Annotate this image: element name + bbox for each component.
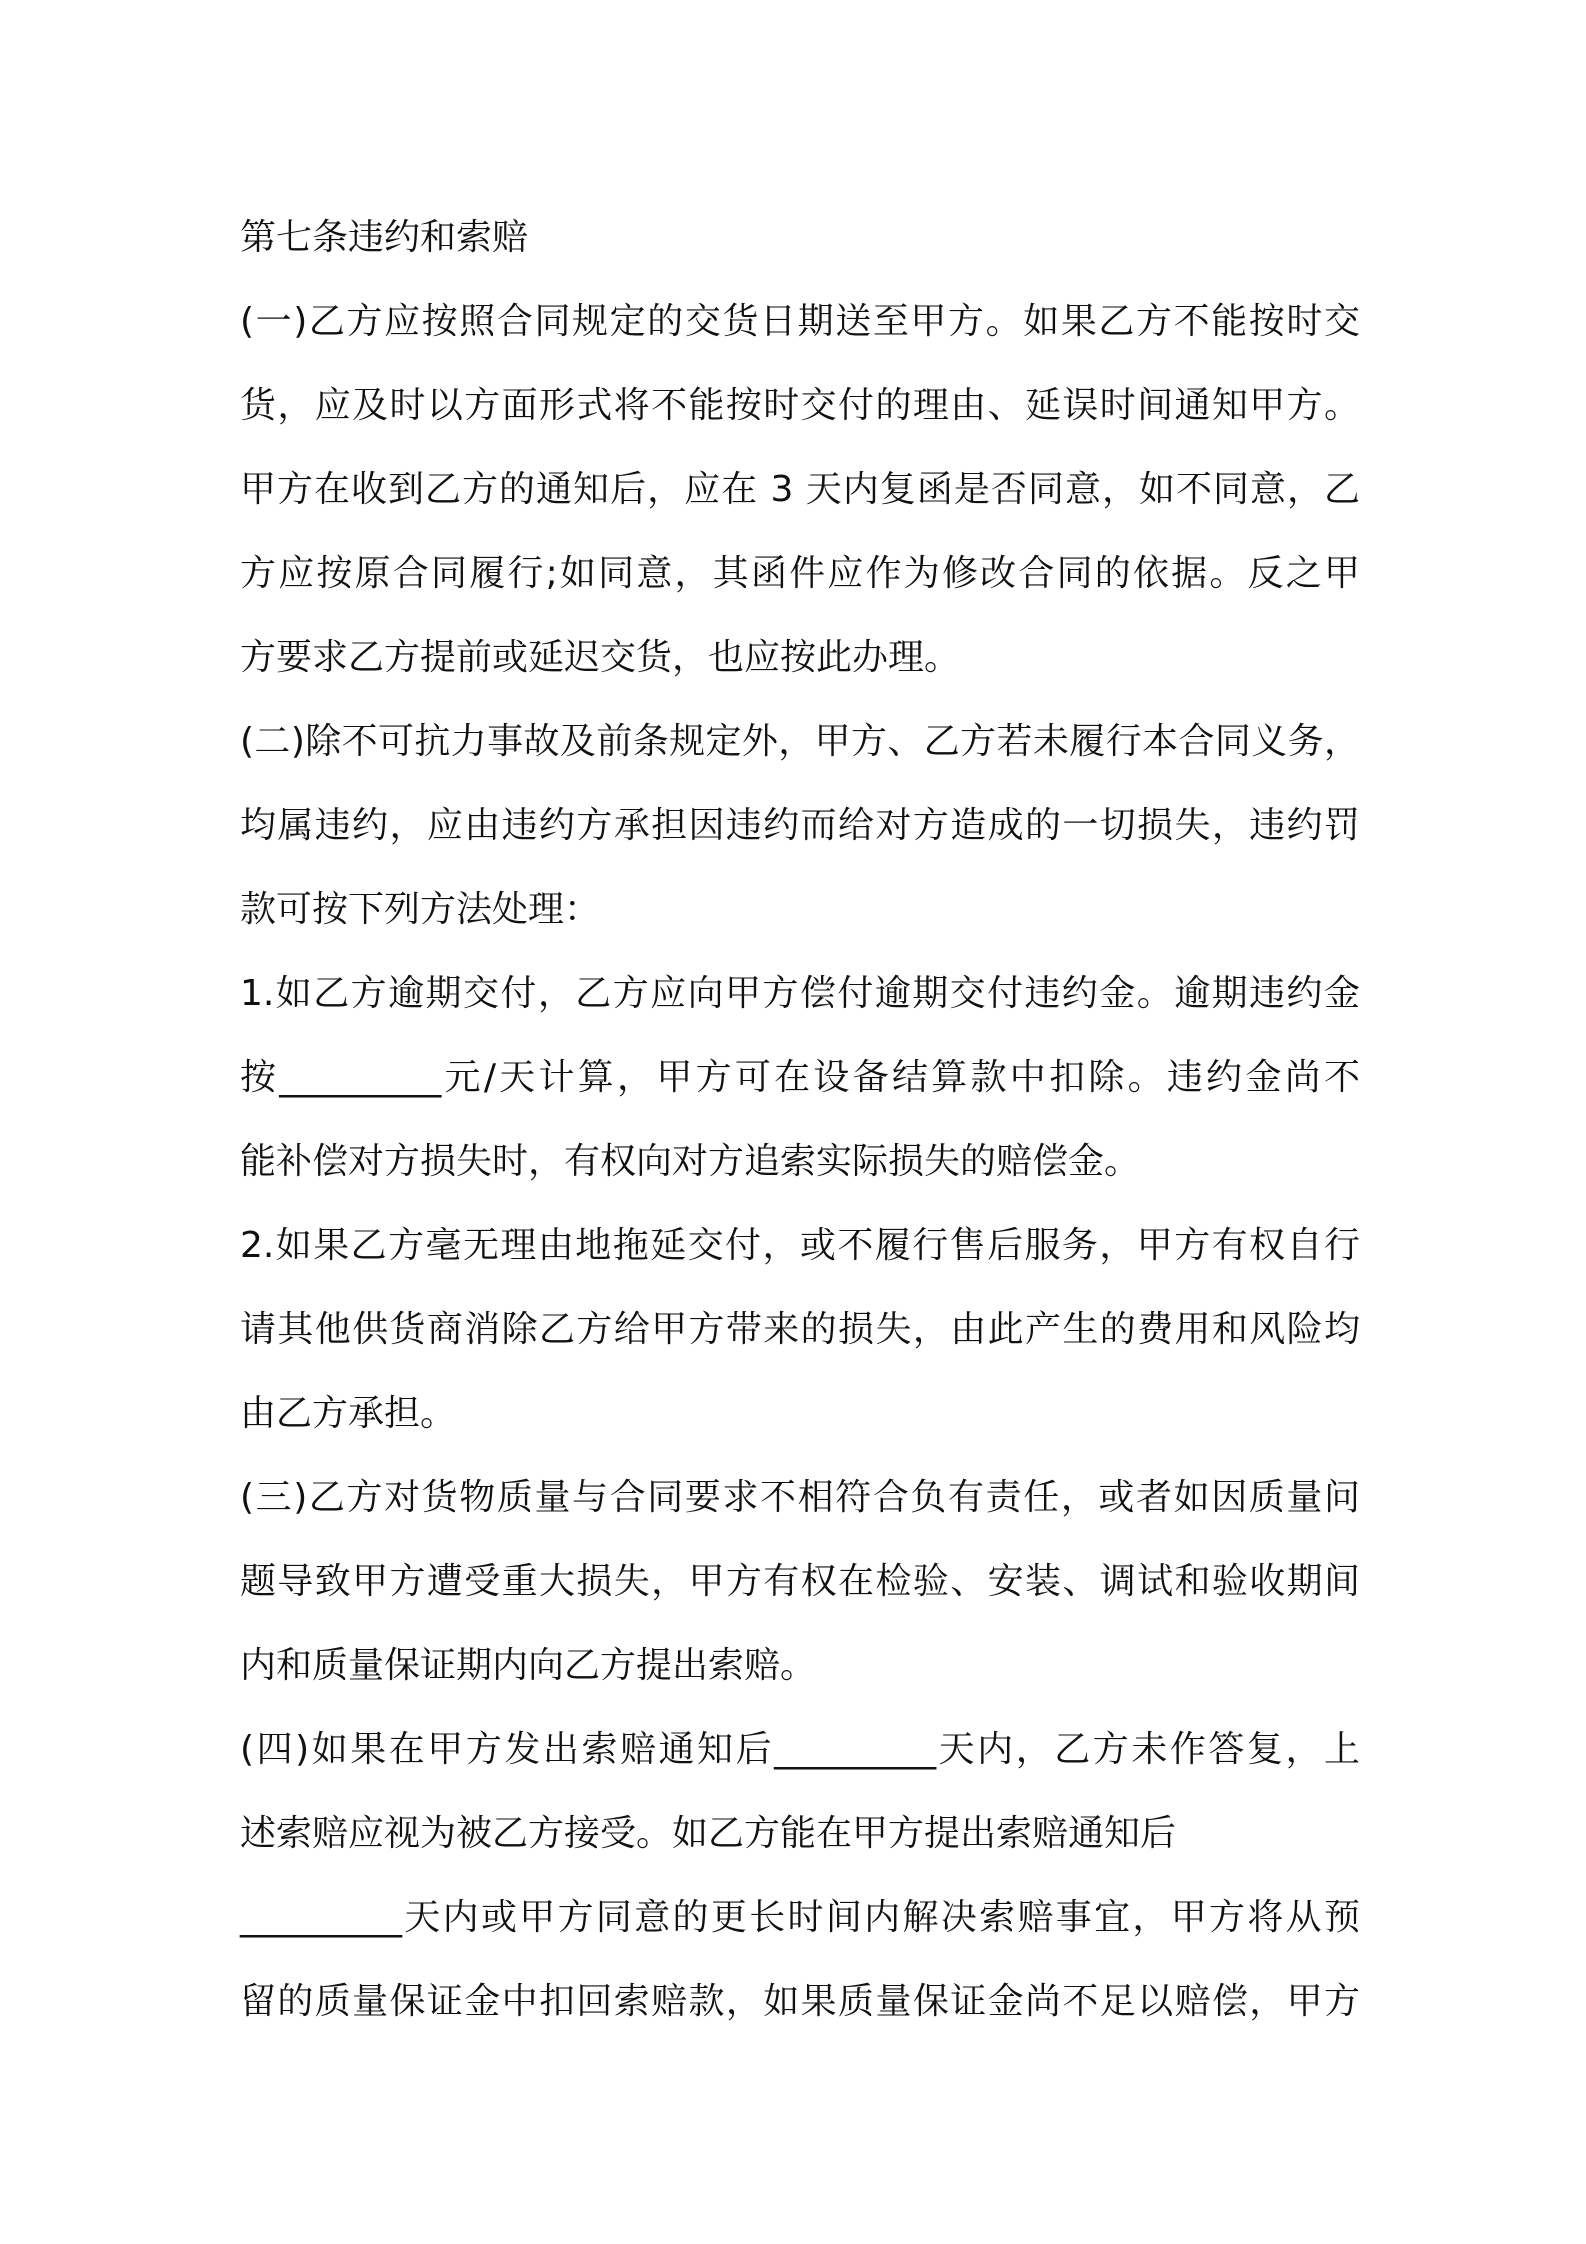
text-line: 2.如果乙方毫无理由地拖延交付，或不履行售后服务，甲方有权自行	[240, 1225, 1360, 1266]
text-line: 述索赔应视为被乙方接受。如乙方能在甲方提出索赔通知后	[240, 1813, 1177, 1854]
text-line: _________天内或甲方同意的更长时间内解决索赔事宜，甲方将从预	[240, 1897, 1360, 1938]
document-body	[240, 196, 1360, 2044]
text-line: 留的质量保证金中扣回索赔款，如果质量保证金尚不足以赔偿，甲方	[240, 1981, 1360, 2022]
text-line: 款可按下列方法处理：	[240, 889, 601, 930]
text-line: 货，应及时以方面形式将不能按时交付的理由、延误时间通知甲方。	[240, 385, 1360, 426]
section-heading: 第七条违约和索赔	[240, 217, 529, 258]
text-line: 由乙方承担。	[240, 1393, 457, 1434]
text-line: 方应按原合同履行;如同意，其函件应作为修改合同的依据。反之甲	[240, 553, 1360, 594]
text-line: 内和质量保证期内向乙方提出索赔。	[240, 1645, 817, 1686]
text-line: 题导致甲方遭受重大损失，甲方有权在检验、安装、调试和验收期间	[240, 1561, 1360, 1602]
text-line: (一)乙方应按照合同规定的交货日期送至甲方。如果乙方不能按时交	[240, 301, 1360, 342]
text-line: 按_________元/天计算，甲方可在设备结算款中扣除。违约金尚不	[240, 1057, 1360, 1098]
text-line: 均属违约，应由违约方承担因违约而给对方造成的一切损失，违约罚	[240, 805, 1360, 846]
text-line: 请其他供货商消除乙方给甲方带来的损失，由此产生的费用和风险均	[240, 1309, 1360, 1350]
text-line: (三)乙方对货物质量与合同要求不相符合负有责任，或者如因质量问	[240, 1477, 1360, 1518]
text-line: (二)除不可抗力事故及前条规定外，甲方、乙方若未履行本合同义务，	[240, 721, 1360, 762]
text-line: 甲方在收到乙方的通知后，应在 3 天内复函是否同意，如不同意，乙	[240, 469, 1360, 510]
text-line: 能补偿对方损失时，有权向对方追索实际损失的赔偿金。	[240, 1141, 1141, 1182]
text-line: (四)如果在甲方发出索赔通知后_________天内，乙方未作答复，上	[240, 1729, 1360, 1770]
text-line: 1.如乙方逾期交付，乙方应向甲方偿付逾期交付违约金。逾期违约金	[240, 973, 1360, 1014]
text-line: 方要求乙方提前或延迟交货，也应按此办理。	[240, 637, 961, 678]
